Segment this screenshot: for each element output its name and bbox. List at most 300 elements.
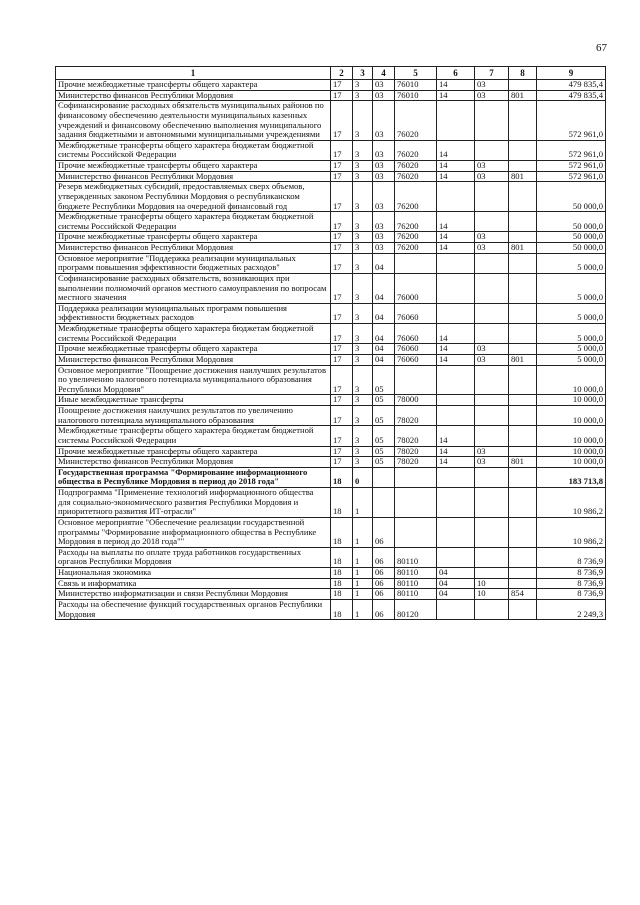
code-cell (509, 253, 537, 273)
amount-cell: 5 000,0 (537, 253, 606, 273)
table-row (56, 578, 606, 589)
amount-cell: 10 000,0 (537, 457, 606, 468)
column-header: 4 (373, 67, 395, 80)
code-cell (395, 517, 437, 547)
code-cell: 06 (373, 589, 395, 600)
code-cell: 854 (509, 589, 537, 600)
code-cell: 76010 (395, 90, 437, 101)
row-name-cell: Межбюджетные трансферты общего характера бюджетам бюджетной системы Российской Федерации (56, 212, 331, 232)
amount-cell: 10 000,0 (537, 406, 606, 426)
code-cell (509, 273, 537, 303)
code-cell: 80110 (395, 578, 437, 589)
amount-cell: 50 000,0 (537, 182, 606, 212)
code-cell: 17 (331, 232, 353, 243)
table-row (56, 467, 606, 487)
code-cell: 04 (437, 589, 475, 600)
code-cell (475, 140, 509, 160)
table-row (56, 488, 606, 518)
code-cell: 18 (331, 599, 353, 619)
code-cell: 03 (373, 212, 395, 232)
amount-cell: 8 736,9 (537, 578, 606, 589)
code-cell: 17 (331, 161, 353, 172)
table-row (56, 212, 606, 232)
budget-table (55, 66, 606, 620)
code-cell: 14 (437, 232, 475, 243)
code-cell: 76200 (395, 232, 437, 243)
row-name-cell: Основное мероприятие "Обеспечение реализации государственной программы "Формирование информационного общества в Республике Мордовия в период до 2018 года"" (56, 517, 331, 547)
code-cell: 3 (353, 406, 373, 426)
code-cell: 17 (331, 243, 353, 254)
code-cell: 14 (437, 212, 475, 232)
code-cell: 03 (373, 232, 395, 243)
code-cell: 1 (353, 578, 373, 589)
code-cell (437, 303, 475, 323)
code-cell: 78020 (395, 406, 437, 426)
code-cell: 76060 (395, 303, 437, 323)
code-cell: 17 (331, 80, 353, 91)
amount-cell: 8 736,9 (537, 589, 606, 600)
column-header: 1 (56, 67, 331, 80)
code-cell: 1 (353, 547, 373, 567)
code-cell: 76200 (395, 212, 437, 232)
row-name-cell: Национальная экономика (56, 568, 331, 579)
code-cell: 17 (331, 354, 353, 365)
code-cell: 80110 (395, 547, 437, 567)
code-cell: 04 (373, 354, 395, 365)
table-row (56, 344, 606, 355)
code-cell: 3 (353, 140, 373, 160)
code-cell: 06 (373, 547, 395, 567)
code-cell: 03 (373, 171, 395, 182)
row-name-cell: Министерство финансов Республики Мордовия (56, 90, 331, 101)
code-cell (509, 80, 537, 91)
code-cell: 3 (353, 80, 373, 91)
row-name-cell: Основное мероприятие "Поддержка реализации муниципальных программ повышения эффективности бюджетных расходов" (56, 253, 331, 273)
amount-cell: 10 986,2 (537, 488, 606, 518)
code-cell (509, 303, 537, 323)
code-cell: 801 (509, 354, 537, 365)
table-row (56, 101, 606, 141)
table-row (56, 171, 606, 182)
row-name-cell: Расходы на выплаты по оплате труда работников государственных органов Республики Мордовия (56, 547, 331, 567)
code-cell: 14 (437, 243, 475, 254)
code-cell: 1 (353, 568, 373, 579)
code-cell (475, 488, 509, 518)
code-cell (475, 253, 509, 273)
code-cell: 03 (475, 161, 509, 172)
row-name-cell: Прочие межбюджетные трансферты общего характера (56, 161, 331, 172)
code-cell: 06 (373, 578, 395, 589)
code-cell (475, 324, 509, 344)
code-cell (509, 395, 537, 406)
amount-cell: 183 713,8 (537, 467, 606, 487)
code-cell (475, 212, 509, 232)
table-row (56, 365, 606, 395)
column-header: 8 (509, 67, 537, 80)
row-name-cell: Прочие межбюджетные трансферты общего характера (56, 446, 331, 457)
table-row (56, 90, 606, 101)
table-row (56, 517, 606, 547)
code-cell (509, 365, 537, 395)
code-cell: 04 (373, 253, 395, 273)
amount-cell: 572 961,0 (537, 101, 606, 141)
row-name-cell: Расходы на обеспечение функций государственных органов Республики Мордовия (56, 599, 331, 619)
amount-cell: 572 961,0 (537, 161, 606, 172)
code-cell: 03 (475, 354, 509, 365)
amount-cell: 10 000,0 (537, 446, 606, 457)
code-cell (437, 547, 475, 567)
code-cell: 03 (373, 101, 395, 141)
row-name-cell: Межбюджетные трансферты общего характера бюджетам бюджетной системы Российской Федерации (56, 426, 331, 446)
code-cell: 76020 (395, 140, 437, 160)
amount-cell: 50 000,0 (537, 212, 606, 232)
code-cell: 03 (373, 140, 395, 160)
code-cell: 1 (353, 517, 373, 547)
table-row (56, 182, 606, 212)
code-cell (509, 324, 537, 344)
code-cell: 14 (437, 171, 475, 182)
table-row (56, 599, 606, 619)
code-cell: 17 (331, 101, 353, 141)
code-cell: 14 (437, 446, 475, 457)
code-cell: 3 (353, 171, 373, 182)
code-cell: 14 (437, 344, 475, 355)
code-cell (509, 101, 537, 141)
code-cell (475, 101, 509, 141)
code-cell: 3 (353, 303, 373, 323)
code-cell (475, 273, 509, 303)
code-cell (509, 344, 537, 355)
code-cell (437, 406, 475, 426)
code-cell (475, 303, 509, 323)
code-cell (509, 182, 537, 212)
code-cell: 14 (437, 457, 475, 468)
amount-cell: 479 835,4 (537, 80, 606, 91)
code-cell: 18 (331, 488, 353, 518)
code-cell: 801 (509, 243, 537, 254)
code-cell (373, 488, 395, 518)
table-row (56, 80, 606, 91)
table-row (56, 140, 606, 160)
amount-cell: 10 000,0 (537, 365, 606, 395)
code-cell: 06 (373, 568, 395, 579)
row-name-cell: Софинансирование расходных обязательств, возникающих при выполнении полномочий органов местного самоуправления по вопросам местного значения (56, 273, 331, 303)
code-cell: 03 (373, 90, 395, 101)
code-cell: 18 (331, 547, 353, 567)
code-cell: 06 (373, 517, 395, 547)
code-cell (475, 568, 509, 579)
table-row (56, 303, 606, 323)
code-cell: 80120 (395, 599, 437, 619)
code-cell: 3 (353, 101, 373, 141)
code-cell: 76200 (395, 182, 437, 212)
code-cell: 05 (373, 406, 395, 426)
code-cell: 3 (353, 446, 373, 457)
row-name-cell: Связь и информатика (56, 578, 331, 589)
code-cell: 17 (331, 344, 353, 355)
code-cell: 76020 (395, 171, 437, 182)
code-cell (475, 182, 509, 212)
code-cell: 05 (373, 365, 395, 395)
code-cell: 17 (331, 273, 353, 303)
code-cell: 06 (373, 599, 395, 619)
amount-cell: 50 000,0 (537, 232, 606, 243)
code-cell: 17 (331, 140, 353, 160)
code-cell: 04 (373, 344, 395, 355)
table-row (56, 324, 606, 344)
code-cell (437, 273, 475, 303)
table-row (56, 568, 606, 579)
code-cell (475, 426, 509, 446)
code-cell (437, 182, 475, 212)
code-cell: 76200 (395, 243, 437, 254)
code-cell: 04 (373, 273, 395, 303)
code-cell (509, 568, 537, 579)
code-cell: 18 (331, 568, 353, 579)
row-name-cell: Резерв межбюджетных субсидий, предоставляемых сверх объемов, утвержденных законом Республики Мордовия о республиканском бюджете Республики Мордовия на очередной финансовый год (56, 182, 331, 212)
amount-cell: 5 000,0 (537, 324, 606, 344)
code-cell: 04 (373, 303, 395, 323)
code-cell: 14 (437, 140, 475, 160)
code-cell: 3 (353, 354, 373, 365)
amount-cell: 5 000,0 (537, 303, 606, 323)
code-cell: 3 (353, 365, 373, 395)
code-cell (509, 599, 537, 619)
table-row (56, 395, 606, 406)
code-cell: 03 (475, 457, 509, 468)
code-cell: 1 (353, 589, 373, 600)
row-name-cell: Софинансирование расходных обязательств муниципальных районов по финансовому обеспечению деятельности муниципальных казенных учреждений и финансовому обеспечению выполнения муниципального задания бюджетными и автономными муниципальными учреждениями (56, 101, 331, 141)
code-cell (475, 467, 509, 487)
row-name-cell: Министерство финансов Республики Мордовия (56, 171, 331, 182)
code-cell: 17 (331, 395, 353, 406)
amount-cell: 479 835,4 (537, 90, 606, 101)
code-cell: 0 (353, 467, 373, 487)
code-cell: 14 (437, 324, 475, 344)
table-row (56, 273, 606, 303)
code-cell (437, 467, 475, 487)
code-cell: 10 (475, 578, 509, 589)
code-cell (395, 467, 437, 487)
code-cell: 04 (437, 578, 475, 589)
row-name-cell: Прочие межбюджетные трансферты общего характера (56, 232, 331, 243)
amount-cell: 10 986,2 (537, 517, 606, 547)
row-name-cell: Иные межбюджетные трансферты (56, 395, 331, 406)
code-cell: 14 (437, 80, 475, 91)
code-cell: 17 (331, 90, 353, 101)
code-cell: 18 (331, 467, 353, 487)
code-cell: 17 (331, 406, 353, 426)
code-cell (509, 426, 537, 446)
code-cell (475, 599, 509, 619)
column-header: 6 (437, 67, 475, 80)
row-name-cell: Поддержка реализации муниципальных программ повышения эффективности бюджетных расходов (56, 303, 331, 323)
code-cell: 3 (353, 253, 373, 273)
code-cell: 80110 (395, 589, 437, 600)
code-cell: 17 (331, 303, 353, 323)
table-row (56, 457, 606, 468)
column-header: 7 (475, 67, 509, 80)
amount-cell: 572 961,0 (537, 140, 606, 160)
amount-cell: 8 736,9 (537, 568, 606, 579)
code-cell: 78020 (395, 446, 437, 457)
code-cell: 3 (353, 395, 373, 406)
code-cell (509, 161, 537, 172)
code-cell: 1 (353, 488, 373, 518)
code-cell: 801 (509, 90, 537, 101)
table-row (56, 589, 606, 600)
code-cell: 03 (373, 182, 395, 212)
code-cell (475, 406, 509, 426)
code-cell: 10 (475, 589, 509, 600)
code-cell (475, 517, 509, 547)
code-cell (437, 599, 475, 619)
code-cell: 3 (353, 324, 373, 344)
code-cell: 78020 (395, 426, 437, 446)
code-cell: 04 (437, 568, 475, 579)
code-cell: 18 (331, 517, 353, 547)
code-cell: 14 (437, 426, 475, 446)
row-name-cell: Министерство финансов Республики Мордовия (56, 243, 331, 254)
code-cell: 76000 (395, 273, 437, 303)
code-cell (509, 140, 537, 160)
code-cell: 17 (331, 446, 353, 457)
code-cell: 3 (353, 426, 373, 446)
code-cell: 05 (373, 426, 395, 446)
code-cell: 17 (331, 324, 353, 344)
code-cell: 17 (331, 253, 353, 273)
code-cell: 3 (353, 212, 373, 232)
row-name-cell: Министерство финансов Республики Мордовия (56, 354, 331, 365)
code-cell: 78000 (395, 395, 437, 406)
code-cell: 76060 (395, 344, 437, 355)
code-cell: 18 (331, 578, 353, 589)
row-name-cell: Прочие межбюджетные трансферты общего характера (56, 80, 331, 91)
table-row (56, 547, 606, 567)
amount-cell: 5 000,0 (537, 344, 606, 355)
table-row (56, 426, 606, 446)
code-cell: 18 (331, 589, 353, 600)
code-cell: 76020 (395, 161, 437, 172)
row-name-cell: Основное мероприятие "Поощрение достижения наилучших результатов по увеличению налогового потенциала муниципального образования Республики Мордовия" (56, 365, 331, 395)
code-cell (475, 395, 509, 406)
table-row (56, 161, 606, 172)
table-row (56, 243, 606, 254)
code-cell: 03 (475, 171, 509, 182)
code-cell: 801 (509, 171, 537, 182)
code-cell (395, 253, 437, 273)
code-cell: 3 (353, 457, 373, 468)
code-cell (373, 467, 395, 487)
code-cell: 76020 (395, 101, 437, 141)
code-cell (509, 578, 537, 589)
code-cell (437, 517, 475, 547)
code-cell: 03 (475, 90, 509, 101)
amount-cell: 5 000,0 (537, 273, 606, 303)
code-cell: 03 (475, 80, 509, 91)
code-cell (437, 395, 475, 406)
code-cell: 03 (475, 243, 509, 254)
code-cell (509, 517, 537, 547)
code-cell (509, 212, 537, 232)
table-header-row (56, 67, 606, 80)
code-cell (437, 253, 475, 273)
code-cell: 17 (331, 182, 353, 212)
code-cell: 14 (437, 90, 475, 101)
code-cell: 801 (509, 457, 537, 468)
code-cell: 3 (353, 243, 373, 254)
code-cell: 3 (353, 232, 373, 243)
row-name-cell: Министерство финансов Республики Мордовия (56, 457, 331, 468)
code-cell (437, 101, 475, 141)
table-row (56, 406, 606, 426)
table-row (56, 354, 606, 365)
code-cell: 78020 (395, 457, 437, 468)
code-cell: 03 (475, 446, 509, 457)
code-cell: 17 (331, 171, 353, 182)
column-header: 9 (537, 67, 606, 80)
code-cell: 17 (331, 457, 353, 468)
code-cell: 03 (475, 344, 509, 355)
amount-cell: 5 000,0 (537, 354, 606, 365)
code-cell: 03 (373, 80, 395, 91)
column-header: 3 (353, 67, 373, 80)
column-header: 5 (395, 67, 437, 80)
code-cell: 3 (353, 161, 373, 172)
code-cell: 04 (373, 324, 395, 344)
code-cell (509, 488, 537, 518)
code-cell: 03 (373, 243, 395, 254)
row-name-cell: Межбюджетные трансферты общего характера бюджетам бюджетной системы Российской Федерации (56, 140, 331, 160)
amount-cell: 10 000,0 (537, 426, 606, 446)
page-number: 67 (596, 42, 607, 54)
code-cell: 3 (353, 182, 373, 212)
code-cell: 17 (331, 426, 353, 446)
code-cell (475, 547, 509, 567)
row-name-cell: Министерство информатизации и связи Республики Мордовия (56, 589, 331, 600)
amount-cell: 10 000,0 (537, 395, 606, 406)
row-name-cell: Межбюджетные трансферты общего характера бюджетам бюджетной системы Российской Федерации (56, 324, 331, 344)
code-cell: 05 (373, 395, 395, 406)
code-cell: 76060 (395, 354, 437, 365)
code-cell: 05 (373, 446, 395, 457)
code-cell: 17 (331, 212, 353, 232)
code-cell (437, 365, 475, 395)
code-cell (509, 467, 537, 487)
row-name-cell: Поощрение достижения наилучших результатов по увеличению налогового потенциала муниципального образования (56, 406, 331, 426)
code-cell (395, 365, 437, 395)
code-cell: 3 (353, 273, 373, 303)
table-row (56, 232, 606, 243)
code-cell: 76010 (395, 80, 437, 91)
row-name-cell: Государственная программа "Формирование информационного общества в Республике Мордовия в период до 2018 года" (56, 467, 331, 487)
amount-cell: 50 000,0 (537, 243, 606, 254)
amount-cell: 2 249,3 (537, 599, 606, 619)
code-cell: 05 (373, 457, 395, 468)
code-cell: 80110 (395, 568, 437, 579)
code-cell: 3 (353, 344, 373, 355)
code-cell: 3 (353, 90, 373, 101)
column-header: 2 (331, 67, 353, 80)
code-cell (509, 406, 537, 426)
code-cell (509, 547, 537, 567)
code-cell (437, 488, 475, 518)
table-row (56, 253, 606, 273)
amount-cell: 572 961,0 (537, 171, 606, 182)
code-cell (509, 446, 537, 457)
code-cell (475, 365, 509, 395)
row-name-cell: Прочие межбюджетные трансферты общего характера (56, 344, 331, 355)
